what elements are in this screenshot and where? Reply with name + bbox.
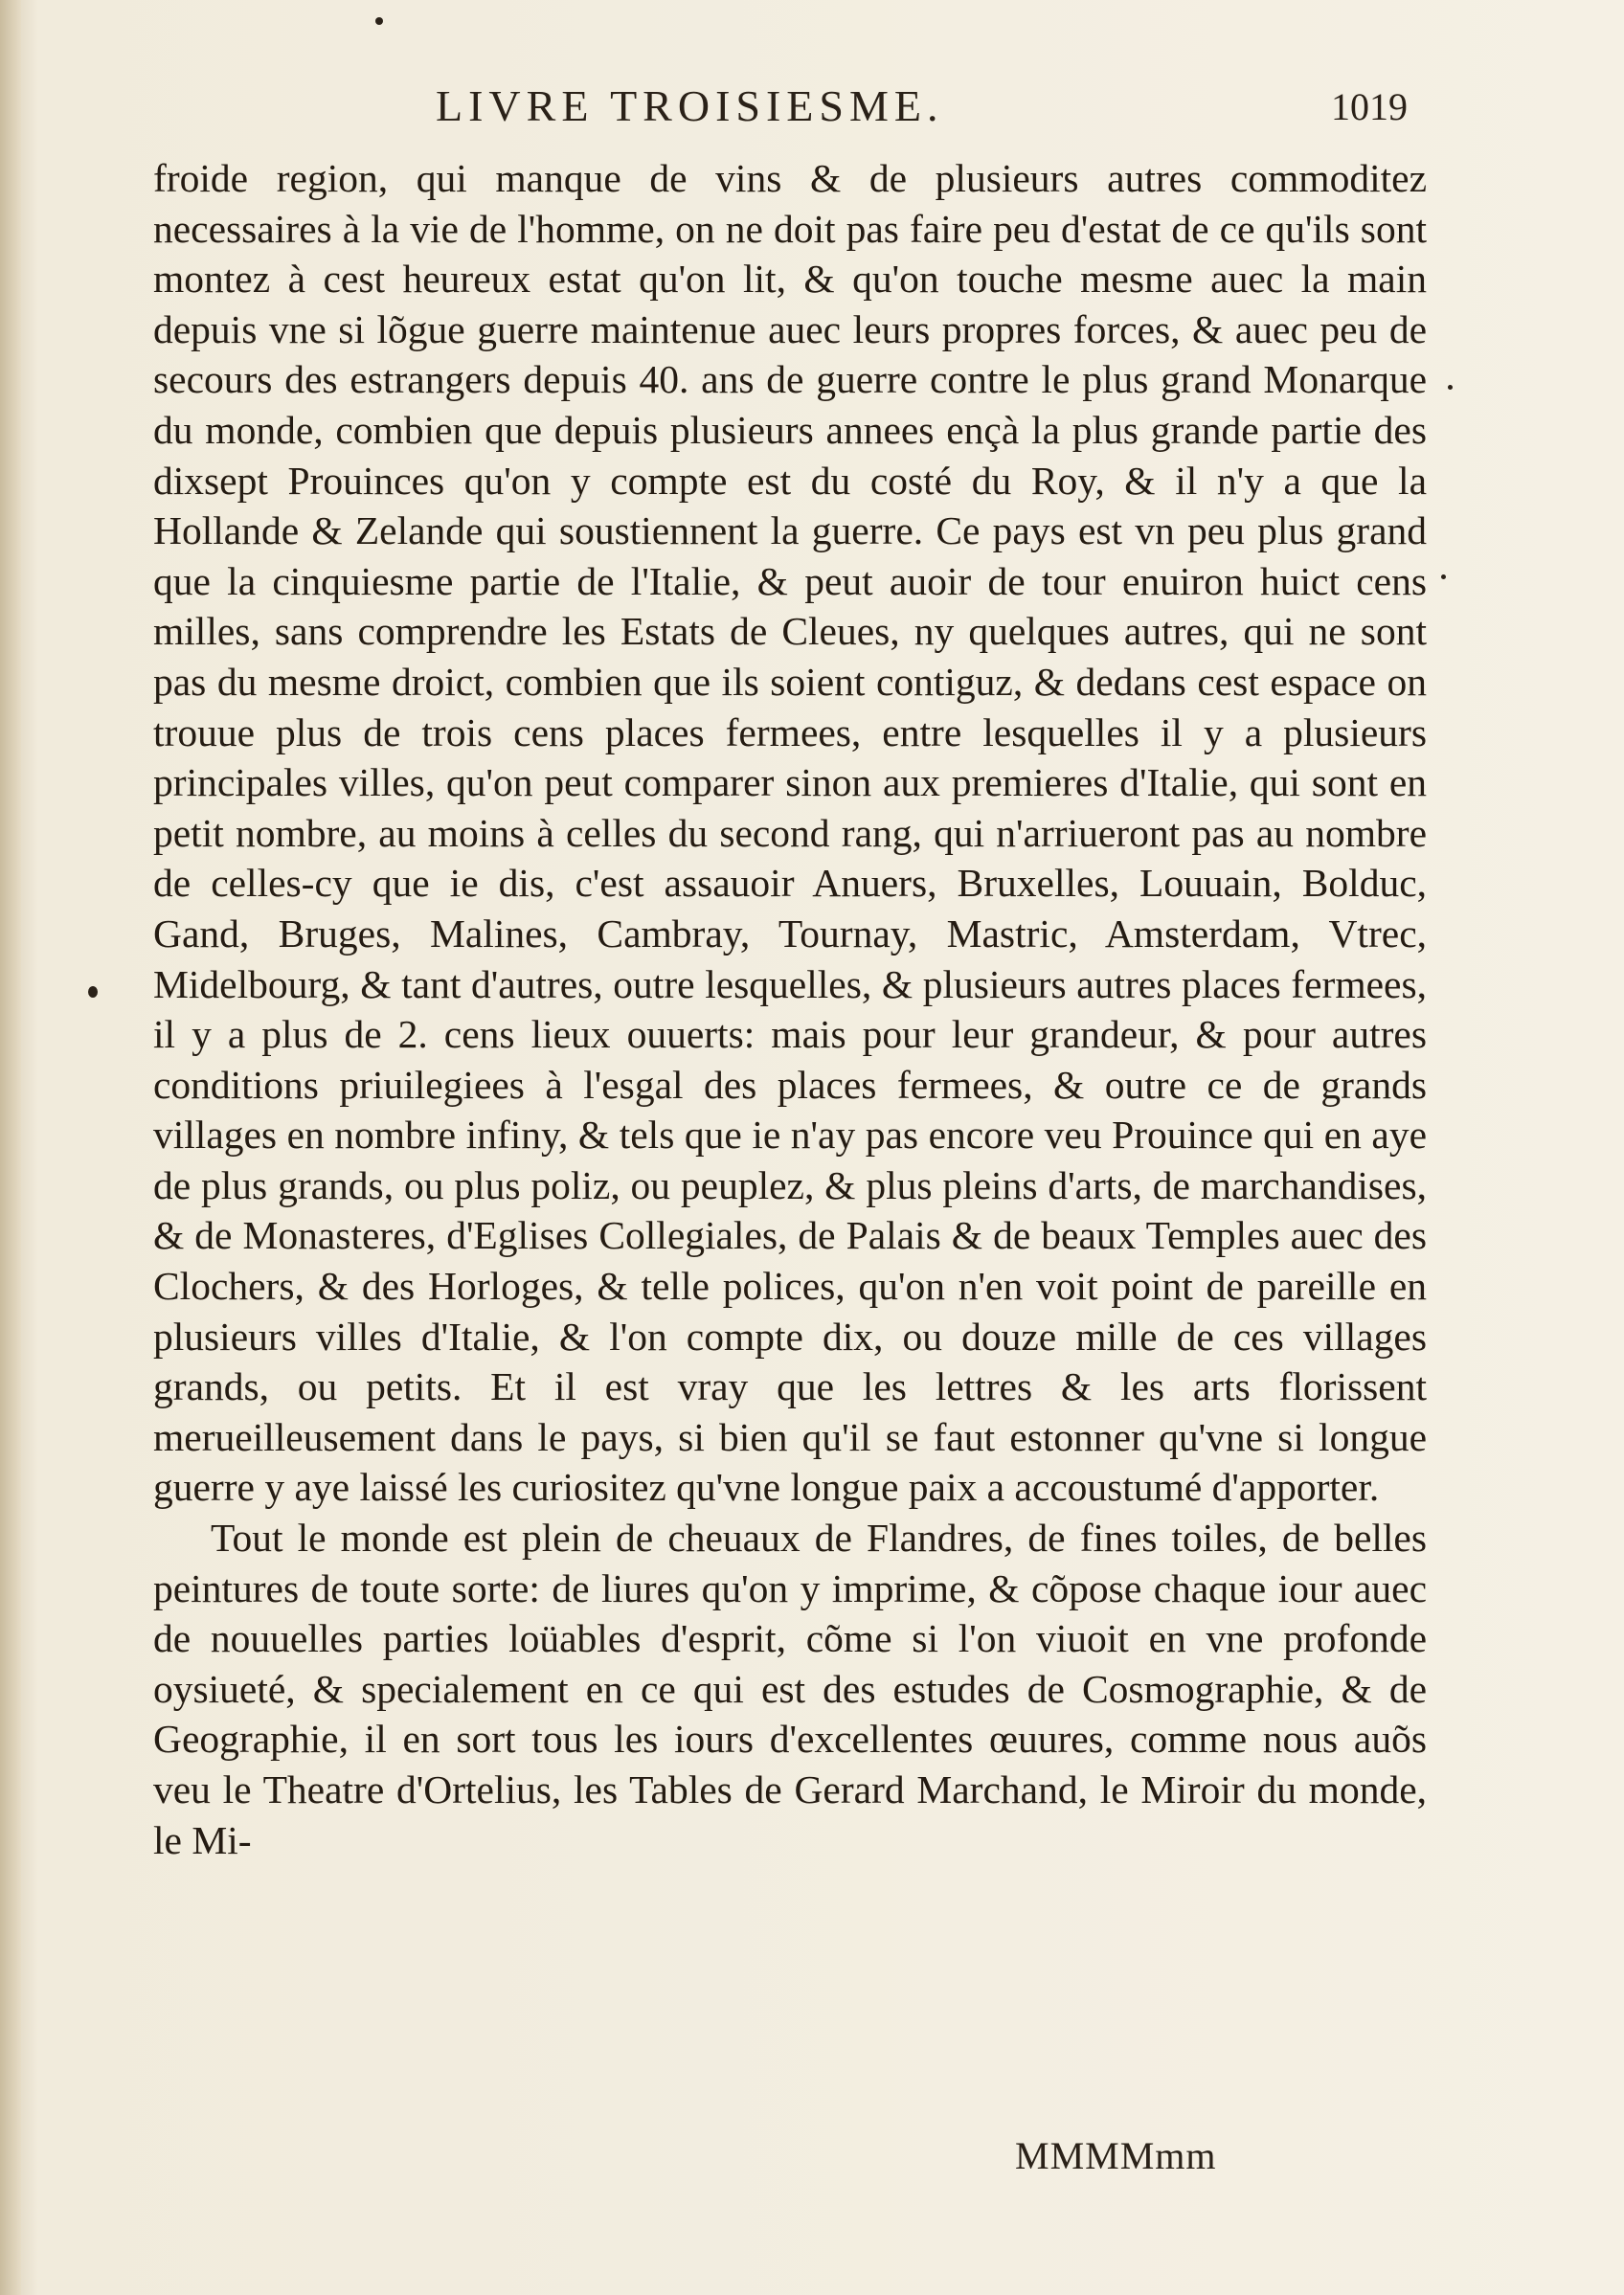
running-title: LIVRE TROISIESME. [436, 81, 944, 130]
paragraph-2: Tout le monde est plein de cheuaux de Flandres, de fines toiles, de belles peintures de toute sorte: de liures qu'on y imprime, & cõpose chaque iour auec de nouuelles parties loüables d'esprit, cõme si l'on viuoit en vne profonde oysiueté, & specialement en ce qui est des estudes de Cosmographie, & de Geographie, il en sort tous les iours d'excellentes œuures, comme nous auõs veu le Theatre d'Ortelius, les Tables de Gerard Marchand, le Miroir du monde, le Mi- [153, 1516, 1427, 1862]
paragraph-1: froide region, qui manque de vins & de plusieurs autres commoditez necessaires à la vie de l'homme, on ne doit pas faire peu d'estat de ce qu'ils sont montez à cest heureux estat qu'on lit, & qu'on touche mesme auec la main depuis vne si lõgue guerre maintenue auec leurs propres forces, & auec peu de secours des estrangers depuis 40. ans de guerre contre le plus grand Monarque du monde, combien que depuis plusieurs annees ençà la plus grande partie des dixsept Prouinces qu'on y compte est du costé du Roy, & il n'y a que la Hollande & Zelande qui soustiennent la guerre. Ce pays est vn peu plus grand que la cinquiesme partie de l'Italie, & peut auoir de tour enuiron huict cens milles, sans comprendre les Estats de Cleues, ny quelques autres, qui ne sont pas du mesme droict, combien que ils soient contiguz, & dedans cest espace on trouue plus de trois cens places fermees, entre lesquelles il y a plusieurs principales villes, qu'on peut comparer sinon aux premieres d'Italie, qui sont en petit nombre, au moins à celles du second rang, qui n'arriueront pas au nombre de celles-cy que ie dis, c'est assauoir Anuers, Bruxelles, Louuain, Bolduc, Gand, Bruges, Malines, Cambray, Tournay, Mastric, Amsterdam, Vtrec, Midelbourg, & tant d'autres, outre lesquelles, & plusieurs autres places fermees, il y a plus de 2. cens lieux ouuerts: mais pour leur grandeur, & pour autres conditions priuilegiees à l'esgal des places fermees, & outre ce de grands villages en nombre infiny, & tels que ie n'ay pas encore veu Prouince qui en aye de plus grands, ou plus poliz, ou peuplez, & plus pleins d'arts, de marchandises, & de Monasteres, d'Eglises Collegiales, de Palais & de beaux Temples auec des Clochers, & des Horloges, & telle polices, qu'on n'en voit point de pareille en plusieurs villes d'Italie, & l'on compte dix, ou douze mille de ces villages grands, ou petits. Et il est vray que les lettres & les arts florissent merueilleusement dans le pays, si bien qu'il se faut estonner qu'vne si longue guerre y aye laissé les curiositez qu'vne longue paix a accoustumé d'apporter. [153, 156, 1427, 1510]
ink-speck [375, 17, 383, 25]
page-number: 1019 [1331, 85, 1408, 128]
ink-speck [1448, 385, 1453, 390]
ink-speck [88, 986, 98, 998]
page-header [0, 75, 1624, 142]
page-gutter [0, 0, 21, 2295]
ink-speck [1441, 574, 1446, 579]
body-text [153, 153, 1427, 1865]
signature-mark: MMMMmm [1015, 2134, 1217, 2177]
